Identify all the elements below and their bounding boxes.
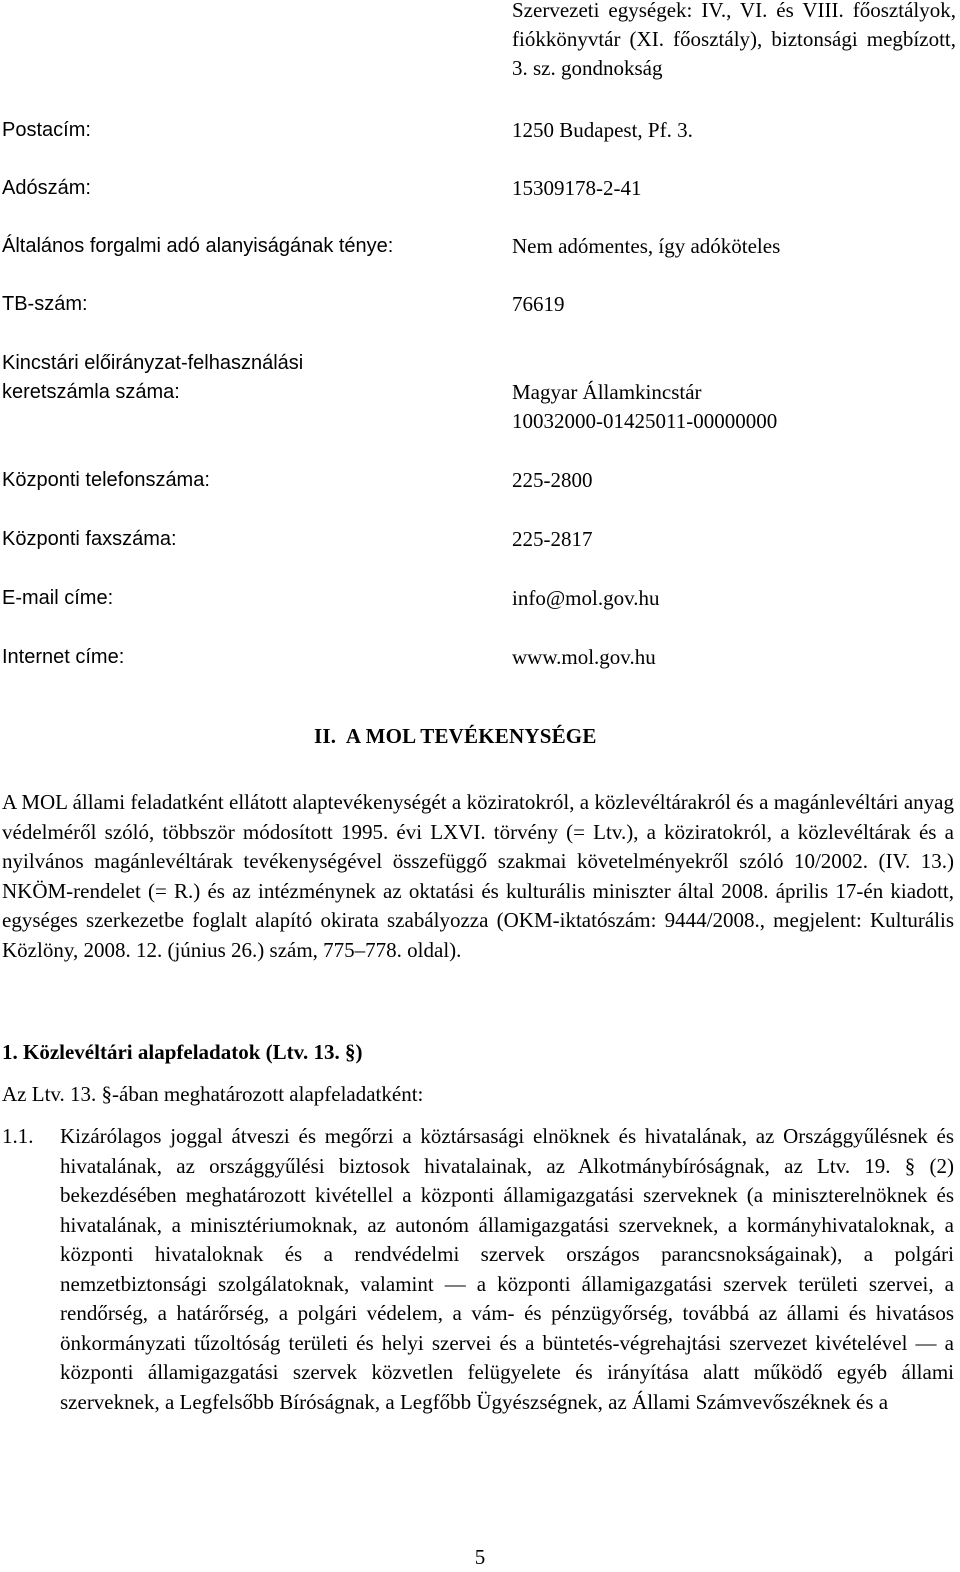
tax-number-value: 15309178-2-41	[512, 176, 642, 200]
treasury-name-value: Magyar Államkincstár	[512, 380, 702, 404]
treasury-account-label: Kincstári előirányzat-felhasználási keretszámla száma:	[2, 352, 304, 403]
website-label: Internet címe:	[2, 646, 125, 668]
section-title: II. A MOL TEVÉKENYSÉGE	[314, 724, 597, 748]
page-number: 5	[474, 1545, 486, 1569]
postal-address-value: 1250 Budapest, Pf. 3.	[512, 118, 693, 142]
vat-status-value: Nem adómentes, így adóköteles	[512, 234, 781, 258]
list-item-text: Kizárólagos joggal átveszi és megőrzi a köztársasági elnöknek és hivatalának, az Országgyűlésnek és hivatalának, az országgyűlési biztosok hivatalainak, az Alkotmánybíróságnak, az Ltv. 19. § (2) bekezdésében meghatározott kivétellel a központi államigazgatási szerveknek (a miniszterelnöknek és hivatalának, a minisztériumoknak, az autonóm államigazgatási szerveknek, a kormányhivataloknak, a központi hivataloknak és a rendvédelmi szervek országos parancsnokságainak), a polgári nemzetbiztonsági szolgálatoknak, valamint — a központi államigazgatási szervek területi szervei, a rendőrség, a határőrség, a polgári védelem, a vám- és pénzügyőrség, továbbá az állami és hivatásos önkormányzati tűzoltóság területi és helyi szervei és a büntetés-végrehajtási szervezet kivételével — a központi államigazgatási szervek közvetlen felügyelete és irányítása alatt működő egyéb állami szerveknek, a Legfelsőbb Bíróságnak, a Legfőbb Ügyészségnek, az Állami Számvevőszéknek és a	[60, 1124, 954, 1414]
organizational-units-text: Szervezeti egységek: IV., VI. és VIII. főosztályok, fiókkönyvtár (XI. főosztály), biztonsági megbízott, 3. sz. gondnokság	[512, 0, 956, 80]
subsection-intro: Az Ltv. 13. §-ában meghatározott alapfeladatként:	[2, 1082, 424, 1106]
phone-value: 225-2800	[512, 468, 593, 492]
fax-label: Központi faxszáma:	[2, 528, 177, 550]
email-label: E-mail címe:	[2, 587, 114, 609]
tb-number-value: 76619	[512, 292, 565, 316]
fax-value: 225-2817	[512, 527, 593, 551]
treasury-account-value: 10032000-01425011-00000000	[512, 409, 778, 433]
subsection-title: 1. Közlevéltári alapfeladatok (Ltv. 13. §)	[2, 1040, 363, 1064]
tb-number-label: TB-szám:	[2, 293, 88, 315]
phone-label: Központi telefonszáma:	[2, 469, 210, 491]
website-value: www.mol.gov.hu	[512, 645, 656, 669]
postal-address-label: Postacím:	[2, 119, 91, 141]
list-item-number: 1.1.	[2, 1124, 34, 1148]
vat-status-label: Általános forgalmi adó alanyiságának ténye:	[2, 235, 394, 257]
tax-number-label: Adószám:	[2, 177, 91, 199]
section-paragraph: A MOL állami feladatként ellátott alaptevékenységét a köziratokról, a közlevéltárakról és a magánlevéltári anyag védelméről szóló, többször módosított 1995. évi LXVI. törvény (= Ltv.), a köziratokról, a közlevéltárak és a nyilvános magánlevéltárak tevékenységével összefüggő szakmai követelményekről szóló 10/2002. (IV. 13.) NKÖM-rendelet (= R.) és az intézménynek az oktatási és kulturális miniszter által 2008. április 17-én kiadott, egységes szerkezetbe foglalt alapító okirata szabályozza (OKM-iktatószám: 9444/2008., megjelent: Kulturális Közlöny, 2008. 12. (június 26.) szám, 775–778. oldal).	[2, 790, 954, 962]
email-value: info@mol.gov.hu	[512, 586, 660, 610]
